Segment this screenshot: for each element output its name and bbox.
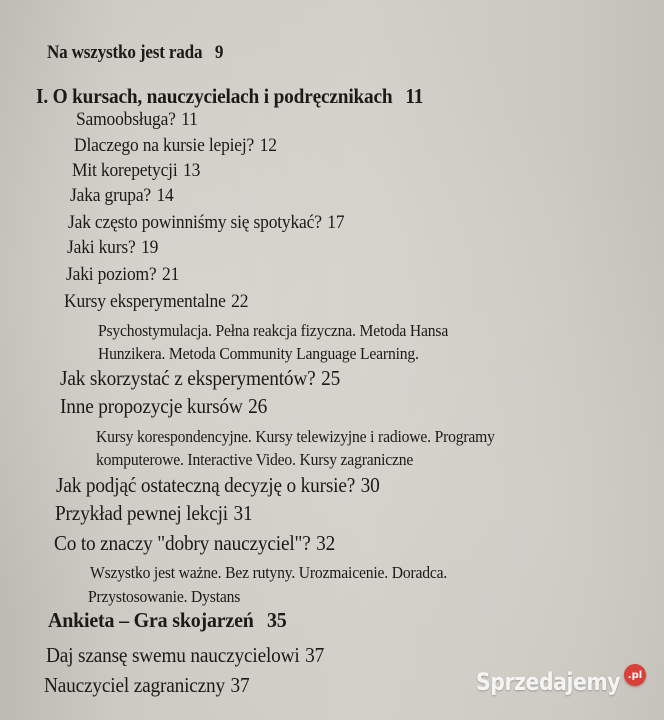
toc-entry-page: 37: [305, 643, 325, 667]
toc-entry-title: Dlaczego na kursie lepiej?: [74, 135, 255, 156]
toc-entry: [60, 396, 267, 417]
toc-entry: [54, 533, 335, 554]
toc-intro-page: 9: [214, 42, 224, 63]
watermark-logo: [476, 668, 646, 696]
toc-entry-page: 26: [248, 394, 268, 418]
toc-entry-title: Daj szansę swemu nauczycielowi: [46, 643, 300, 667]
toc-survey-title: Ankieta – Gra skojarzeń: [48, 608, 254, 632]
toc-entry: [56, 475, 380, 496]
toc-entry-title: Przykład pewnej lekcji: [55, 501, 229, 525]
toc-entry: [46, 645, 324, 666]
toc-entry-page: 30: [360, 473, 380, 497]
toc-chapter-1-page: 11: [405, 84, 424, 108]
toc-entry-title: Nauczyciel zagraniczny: [44, 673, 225, 697]
toc-subtopic-line: komputerowe. Interactive Video. Kursy zagraniczne: [96, 450, 414, 469]
toc-entry-title: Inne propozycje kursów: [60, 394, 243, 418]
toc-entry: [66, 265, 179, 284]
toc-entry-title: Jaki poziom?: [66, 264, 157, 285]
toc-survey: [48, 610, 287, 631]
toc-entry: [72, 161, 200, 180]
toc-entry: [70, 186, 174, 205]
toc-entry: [44, 675, 249, 696]
toc-chapter-1: [36, 86, 423, 107]
toc-entry-title: Jak podjąć ostateczną decyzję o kursie?: [56, 473, 356, 497]
toc-entry: [74, 136, 277, 155]
watermark-badge: .pl: [624, 664, 646, 686]
toc-intro: [47, 43, 223, 62]
toc-entry-title: Jaka grupa?: [70, 185, 151, 206]
toc-entry-page: 13: [183, 160, 201, 181]
toc-subtopic-line: Wszystko jest ważne. Bez rutyny. Urozmaicenie. Doradca.: [90, 563, 448, 582]
toc-entry: [68, 213, 344, 232]
toc-intro-title: Na wszystko jest rada: [47, 42, 203, 63]
toc-entry-page: 14: [156, 185, 174, 206]
toc-entry-page: 25: [321, 366, 341, 390]
watermark-text: Sprzedajemy: [476, 668, 621, 696]
toc-entry-page: 12: [259, 135, 277, 156]
toc-entry: [67, 238, 158, 257]
toc-entry-page: 21: [162, 264, 180, 285]
toc-entry-title: Jaki kurs?: [67, 237, 136, 258]
toc-survey-page: 35: [266, 608, 287, 632]
toc-chapter-1-title: I. O kursach, nauczycielach i podręcznikach: [36, 84, 393, 108]
toc-entry-title: Mit korepetycji: [72, 160, 178, 181]
toc-subtopic-line: Psychostymulacja. Pełna reakcja fizyczna. Metoda Hansa: [98, 321, 449, 340]
toc-entry: [60, 368, 340, 389]
toc-entry-title: Kursy eksperymentalne: [64, 291, 226, 312]
toc-entry-page: 22: [231, 291, 249, 312]
toc-entry-title: Samoobsługa?: [76, 109, 176, 130]
toc-entry: [55, 503, 252, 524]
toc-entry: [76, 110, 198, 129]
toc-subtopic-line: Przystosowanie. Dystans: [88, 587, 241, 606]
toc-entry: [64, 292, 248, 311]
toc-entry-page: 31: [233, 501, 253, 525]
toc-entry-title: Co to znaczy "dobry nauczyciel"?: [54, 531, 311, 555]
toc-entry-page: 37: [230, 673, 250, 697]
toc-subtopic-line: Kursy korespondencyjne. Kursy telewizyjne i radiowe. Programy: [96, 427, 495, 446]
toc-entry-page: 17: [327, 212, 345, 233]
toc-subtopic-line: Hunzikera. Metoda Community Language Learning.: [98, 344, 419, 363]
toc-entry-title: Jak często powinniśmy się spotykać?: [68, 212, 322, 233]
toc-entry-page: 19: [141, 237, 159, 258]
toc-entry-page: 11: [181, 109, 198, 130]
toc-entry-page: 32: [316, 531, 336, 555]
toc-entry-title: Jak skorzystać z eksperymentów?: [60, 366, 316, 390]
